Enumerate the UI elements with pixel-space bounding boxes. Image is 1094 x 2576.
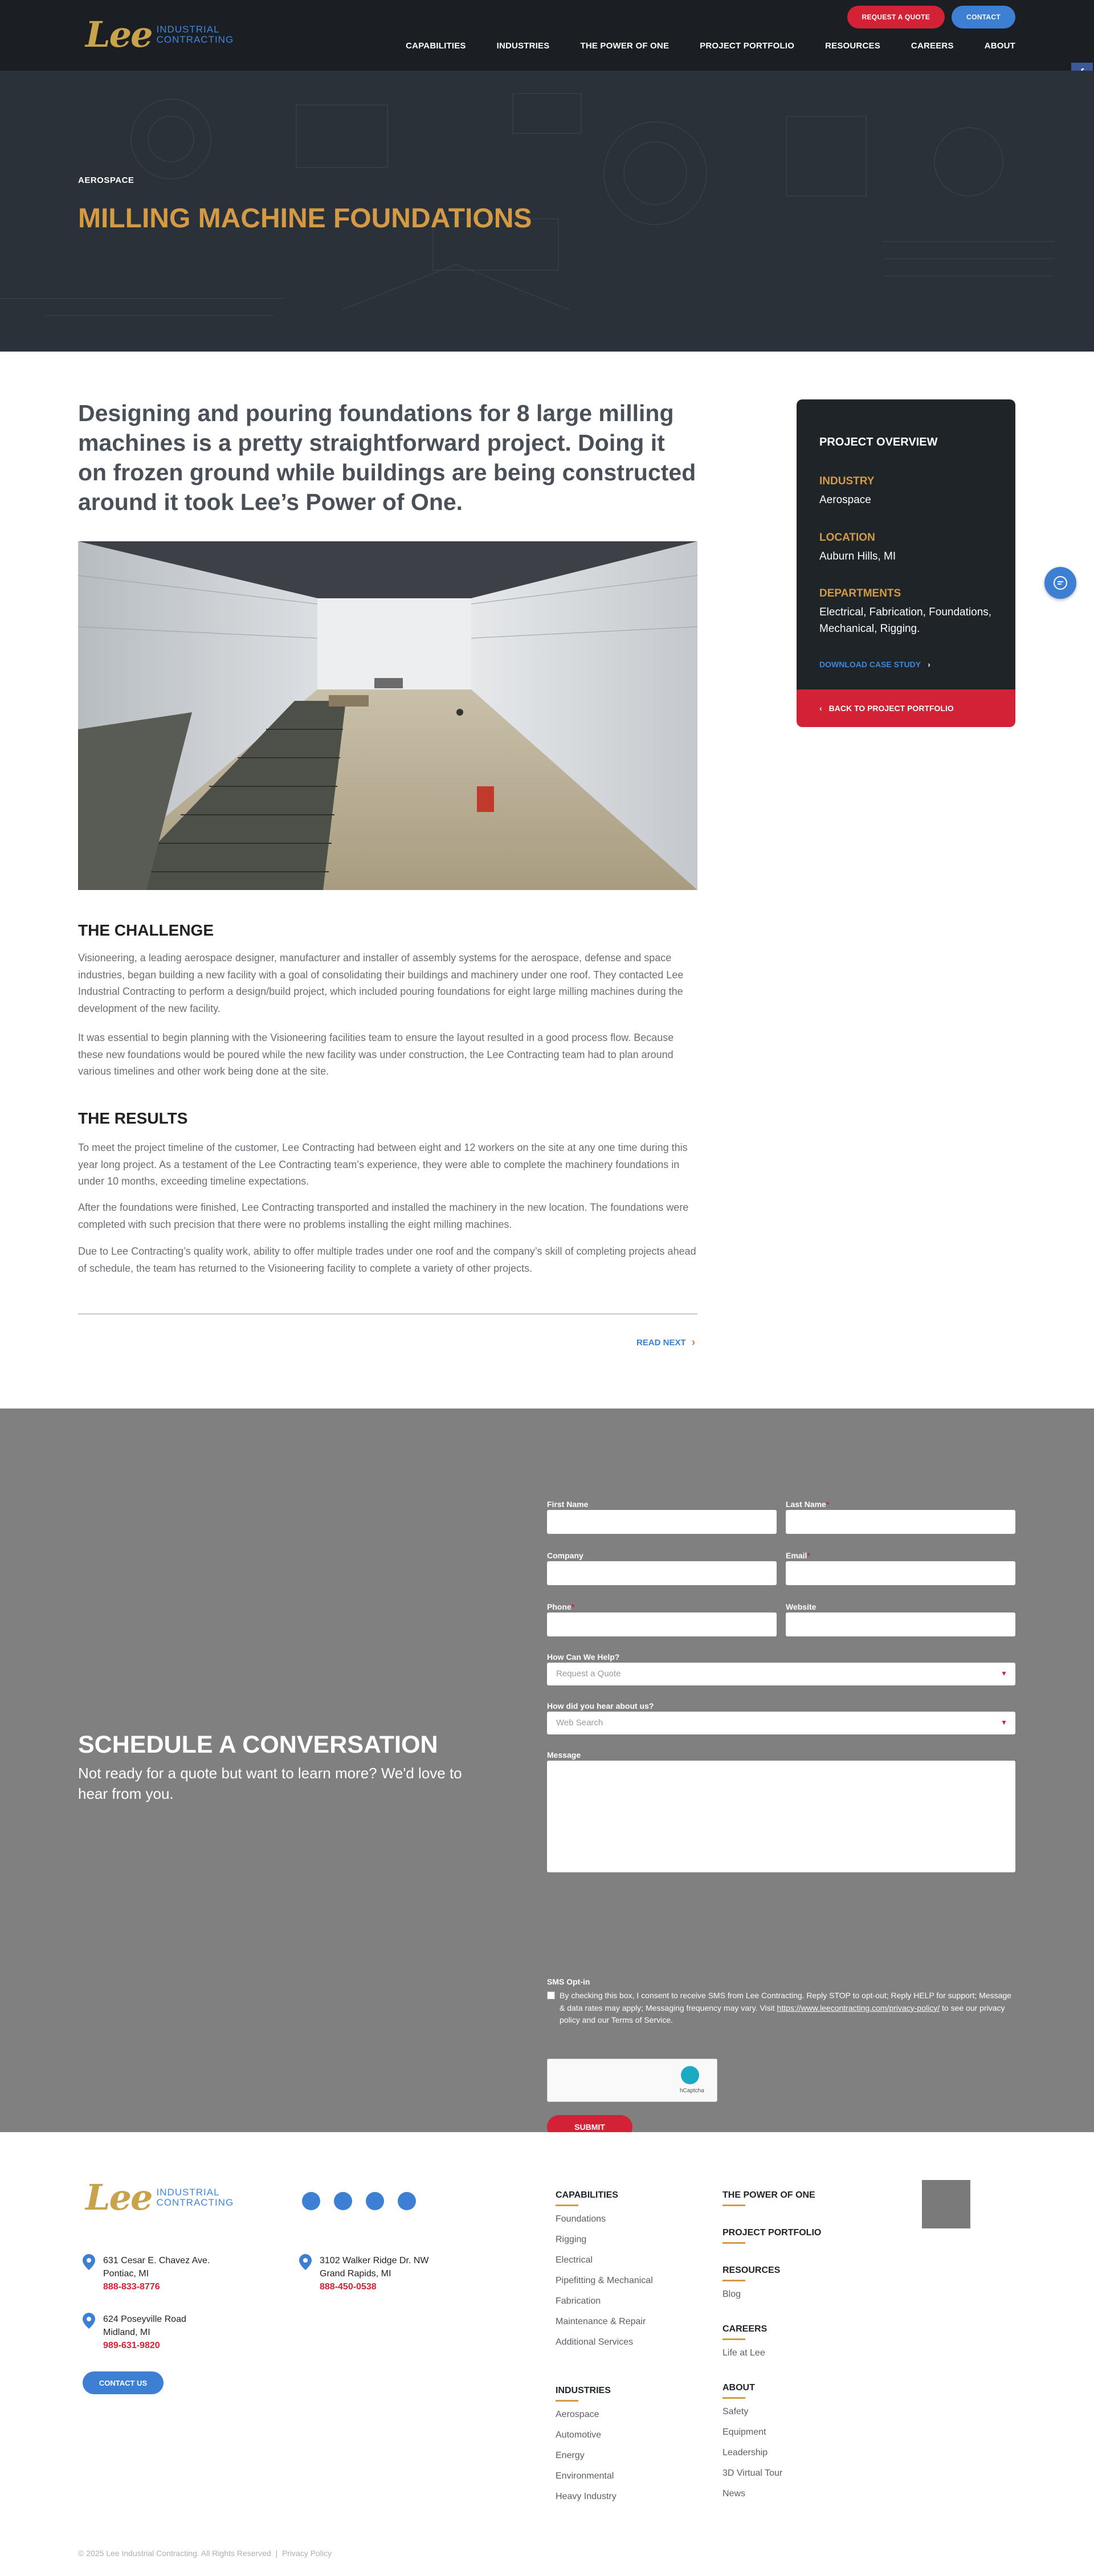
industry-label: INDUSTRY — [819, 475, 875, 487]
logo-line-1: INDUSTRIAL — [156, 24, 220, 35]
footer-link-heavy-industry[interactable]: Heavy Industry — [556, 2492, 617, 2501]
chat-icon[interactable] — [1044, 567, 1076, 599]
hear-select[interactable] — [547, 1712, 1015, 1734]
captcha-label: hCaptcha — [680, 2088, 704, 2094]
phone-label-text: Phone — [547, 1602, 572, 1611]
location-label: LOCATION — [819, 531, 875, 544]
company-label-text: Company — [547, 1551, 583, 1560]
hero-kicker: AEROSPACE — [78, 175, 134, 185]
logo-script: Lee — [85, 14, 152, 55]
company-field[interactable] — [547, 1561, 777, 1585]
address-street: 631 Cesar E. Chavez Ave. — [103, 2256, 210, 2265]
address-city: Grand Rapids, MI — [320, 2269, 391, 2279]
footer-link-energy[interactable]: Energy — [556, 2451, 585, 2460]
read-next-label: READ NEXT — [636, 1338, 686, 1348]
footer-power-of-one — [722, 2190, 815, 2214]
departments-label: DEPARTMENTS — [819, 587, 901, 599]
capabilities-heading[interactable]: CAPABILITIES — [556, 2190, 653, 2206]
nav-careers[interactable]: CAREERS — [911, 41, 954, 51]
message-label: Message — [547, 1750, 581, 1759]
page-title: MILLING MACHINE FOUNDATIONS — [78, 203, 532, 234]
company-label — [547, 1551, 583, 1560]
download-label: DOWNLOAD CASE STUDY — [819, 660, 921, 669]
footer-link-pipefitting[interactable]: Pipefitting & Mechanical — [556, 2276, 653, 2285]
help-select-value: Request a Quote — [556, 1669, 621, 1679]
hero-banner — [0, 71, 1094, 352]
back-to-portfolio-button[interactable] — [797, 689, 1015, 727]
phone-field[interactable] — [547, 1612, 777, 1636]
logo[interactable] — [85, 14, 234, 55]
read-next-link[interactable] — [636, 1336, 695, 1349]
overview-title: PROJECT OVERVIEW — [819, 436, 938, 448]
project-portfolio-heading[interactable]: PROJECT PORTFOLIO — [722, 2228, 821, 2244]
main-nav — [406, 41, 1015, 51]
last-name-field[interactable] — [786, 1510, 1015, 1534]
footer-link-fabrication[interactable]: Fabrication — [556, 2296, 601, 2306]
results-paragraph-2: After the foundations were finished, Lee Contracting transported and installed the machinery in the new location. The foundations were completed with such precision that there were no problems installing the eight milling machines. — [78, 1202, 689, 1230]
privacy-policy-link[interactable]: https://www.leecontracting.com/privacy-policy/ — [777, 2003, 940, 2012]
results-paragraph-3: Due to Lee Contracting’s quality work, ability to offer multiple trades under one roof and the company’s skill of completing projects ahead of schedule, the team has returned to the Visioneering facility to complete a variety of other projects. — [78, 1246, 696, 1274]
departments-value: Electrical, Fabrication, Foundations, Mechanical, Rigging. — [819, 606, 992, 635]
footer-logo[interactable] — [85, 2177, 234, 2218]
lead-paragraph: Designing and pouring foundations for 8 large milling machines is a pretty straightforward project. Doing it on frozen ground while buildings are being constructed around it took Lee’s Power of One. — [78, 400, 696, 516]
careers-heading[interactable]: CAREERS — [722, 2324, 767, 2340]
footer-resources — [722, 2265, 780, 2310]
footer-logo-line-2: CONTRACTING — [156, 2197, 234, 2208]
footer-social-links — [302, 2192, 416, 2210]
divider — [78, 1313, 697, 1314]
sms-optin-label: SMS Opt-in — [547, 1977, 590, 1986]
website-label — [786, 1602, 816, 1611]
copyright-text: © 2025 Lee Industrial Contracting. All Rights Reserved — [78, 2549, 271, 2558]
footer-industries — [556, 2386, 617, 2512]
industry-value: Aerospace — [819, 494, 871, 506]
nav-power-of-one[interactable]: THE POWER OF ONE — [580, 41, 670, 51]
location-midland — [83, 2313, 186, 2353]
footer-badge-placeholder — [922, 2180, 970, 2228]
sms-consent — [547, 1990, 1015, 2027]
address-street: 624 Poseyville Road — [103, 2314, 186, 2324]
first-name-field[interactable] — [547, 1510, 777, 1534]
sms-consent-tail: to see our privacy policy and our Terms of Service. — [560, 2003, 1005, 2025]
map-pin-icon — [83, 2254, 95, 2270]
email-field[interactable] — [786, 1561, 1015, 1585]
schedule-conversation-section — [0, 1409, 1094, 2132]
nav-about[interactable]: ABOUT — [984, 41, 1015, 51]
first-name-label — [547, 1500, 588, 1509]
sms-consent-text — [560, 1990, 1015, 2027]
phone-link[interactable]: 989-631-9820 — [103, 2341, 160, 2351]
nav-capabilities[interactable]: CAPABILITIES — [406, 41, 466, 51]
header-buttons — [847, 6, 1016, 28]
footer-link-safety[interactable]: Safety — [722, 2407, 749, 2416]
footer-link-rigging[interactable]: Rigging — [556, 2235, 587, 2244]
sms-consent-body: By checking this box, I consent to receive SMS from Lee Contracting. Reply STOP to opt-out; Reply HELP for support; Message & data rates may apply; Messaging frequency may vary. Visit — [560, 1991, 1011, 2012]
address-street: 3102 Walker Ridge Dr. NW — [320, 2256, 429, 2265]
help-label: How Can We Help? — [547, 1652, 620, 1661]
sms-consent-checkbox[interactable] — [547, 1991, 555, 1999]
footer-link-foundations[interactable]: Foundations — [556, 2214, 606, 2224]
website-field[interactable] — [786, 1612, 1015, 1636]
site-header — [0, 0, 1094, 71]
dropdown-arrow-icon: ▼ — [1001, 1669, 1007, 1677]
footer-link-automotive[interactable]: Automotive — [556, 2430, 602, 2440]
nav-resources[interactable]: RESOURCES — [825, 41, 880, 51]
address-city: Midland, MI — [103, 2328, 150, 2338]
challenge-paragraph-2: It was essential to begin planning with the Visioneering facilities team to ensure the layout resulted in a good process flow. Because these new foundations would be poured while the new facility was under construction, the Lee Contracting team had to plan around various timelines and other work being done at the site. — [78, 1032, 674, 1077]
project-overview-card — [797, 399, 1015, 727]
instagram-icon[interactable] — [398, 2192, 416, 2210]
challenge-paragraph-1: Visioneering, a leading aerospace designer, manufacturer and installer of assembly systems for the aerospace, defense and space industries, began building a new facility with a goal of consolidating their buildings and machinery under one roof. They contacted Lee Industrial Contracting to perform a design/build project, which included pouring foundations for eight large milling machines during the development of the new facility. — [78, 952, 684, 1015]
challenge-heading: THE CHALLENGE — [78, 921, 214, 939]
captcha-logo-icon — [681, 2066, 699, 2084]
footer-project-portfolio — [722, 2228, 821, 2252]
footer-logo-line-1: INDUSTRIAL — [156, 2187, 220, 2198]
dropdown-arrow-icon: ▼ — [1001, 1718, 1007, 1726]
facebook-icon[interactable] — [302, 2192, 320, 2210]
request-quote-button[interactable]: REQUEST A QUOTE — [847, 6, 945, 28]
footer-link-additional[interactable]: Additional Services — [556, 2337, 634, 2347]
footer-link-equipment[interactable]: Equipment — [722, 2427, 766, 2437]
industries-heading[interactable]: INDUSTRIES — [556, 2386, 617, 2402]
website-label-text: Website — [786, 1602, 817, 1611]
nav-industries[interactable]: INDUSTRIES — [496, 41, 550, 51]
footer-link-3d-tour[interactable]: 3D Virtual Tour — [722, 2468, 783, 2478]
youtube-icon[interactable] — [366, 2192, 384, 2210]
first-name-label-text: First Name — [547, 1500, 589, 1509]
schedule-title: SCHEDULE A CONVERSATION — [78, 1731, 438, 1758]
last-name-label-text: Last Name — [786, 1500, 826, 1509]
footer-link-blog[interactable]: Blog — [722, 2289, 741, 2299]
footer-link-news[interactable]: News — [722, 2489, 746, 2499]
message-textarea[interactable] — [547, 1761, 1015, 1872]
schedule-subtitle: Not ready for a quote but want to learn more? We'd love to hear from you. — [78, 1765, 462, 1803]
captcha-widget[interactable] — [547, 2059, 717, 2102]
address-city: Pontiac, MI — [103, 2269, 149, 2279]
footer-about — [722, 2383, 782, 2509]
footer-link-aerospace[interactable]: Aerospace — [556, 2410, 599, 2419]
location-grand-rapids — [299, 2254, 428, 2294]
nav-project-portfolio[interactable]: PROJECT PORTFOLIO — [700, 41, 795, 51]
map-pin-icon — [83, 2313, 95, 2329]
chevron-right-icon: › — [691, 1336, 696, 1349]
footer-link-electrical[interactable]: Electrical — [556, 2255, 593, 2265]
contact-us-button[interactable]: CONTACT US — [83, 2371, 164, 2394]
submit-button[interactable]: SUBMIT — [547, 2115, 632, 2139]
location-value: Auburn Hills, MI — [819, 550, 896, 562]
privacy-policy-link[interactable]: Privacy Policy — [281, 2549, 332, 2558]
linkedin-icon[interactable] — [334, 2192, 352, 2210]
copyright: © 2025 Lee Industrial Contracting. All Rights Reserved | Privacy Policy — [78, 2549, 332, 2558]
chevron-left-icon: ‹ — [819, 704, 822, 713]
footer-link-leadership[interactable]: Leadership — [722, 2448, 768, 2457]
last-name-label: Last Name* — [786, 1500, 830, 1509]
hear-select-value: Web Search — [556, 1718, 603, 1728]
phone-label: Phone* — [547, 1602, 575, 1611]
footer-logo-script: Lee — [85, 2177, 152, 2218]
back-label: BACK TO PROJECT PORTFOLIO — [828, 704, 954, 713]
footer-careers — [722, 2324, 767, 2369]
chevron-right-icon: › — [928, 660, 930, 669]
phone-link[interactable]: 888-833-8776 — [103, 2282, 160, 2292]
download-case-study-link[interactable] — [819, 660, 993, 669]
footer-link-environmental[interactable]: Environmental — [556, 2471, 614, 2481]
results-paragraph-1: To meet the project timeline of the customer, Lee Contracting had between eight and 12 workers on the site at any one time during this year long project. As a testament of the Lee Contracting team’s experience, they were able to complete the machinery foundations in under 10 months, exceeding timeline expectations. — [78, 1142, 688, 1187]
location-pontiac — [83, 2254, 210, 2294]
phone-link[interactable]: 888-450-0538 — [320, 2282, 377, 2292]
site-footer — [0, 2132, 1094, 2576]
map-pin-icon — [299, 2254, 312, 2270]
resources-heading[interactable]: RESOURCES — [722, 2265, 780, 2281]
help-select[interactable] — [547, 1663, 1015, 1685]
email-label-text: Email — [786, 1551, 807, 1560]
main-content — [0, 352, 1094, 1409]
contact-button[interactable]: CONTACT — [952, 6, 1015, 28]
logo-line-2: CONTRACTING — [156, 34, 234, 45]
about-heading[interactable]: ABOUT — [722, 2383, 782, 2399]
footer-link-life-at-lee[interactable]: Life at Lee — [722, 2348, 765, 2358]
hear-label: How did you hear about us? — [547, 1701, 654, 1710]
footer-capabilities — [556, 2190, 653, 2358]
email-label: Email* — [786, 1551, 810, 1560]
results-heading: THE RESULTS — [78, 1109, 188, 1127]
project-photo — [78, 541, 697, 890]
power-of-one-heading[interactable]: THE POWER OF ONE — [722, 2190, 815, 2206]
footer-link-maintenance[interactable]: Maintenance & Repair — [556, 2317, 646, 2326]
